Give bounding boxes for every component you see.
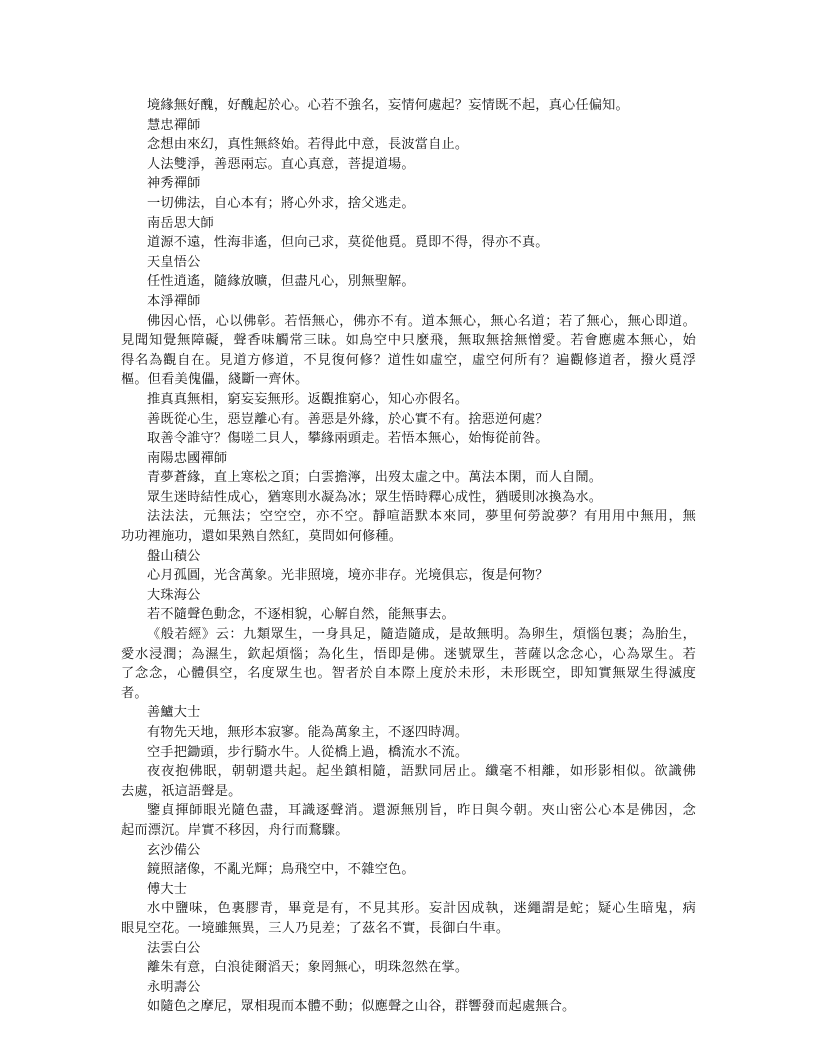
paragraph-line: 空手把鋤頭，步行騎水牛。人從橋上過，橋流水不流。 bbox=[147, 744, 469, 760]
section-heading: 永明壽公 bbox=[147, 979, 201, 995]
paragraph bbox=[121, 135, 696, 155]
section-heading: 大珠海公 bbox=[147, 587, 201, 603]
section-heading: 慧忠禪師 bbox=[147, 117, 201, 133]
paragraph bbox=[121, 272, 696, 292]
paragraph-line: 鑒貞揮師眼光隨色盡，耳識逐聲消。還源無別旨，昨日與今朝。夾山密公心本是佛因，念 bbox=[147, 803, 696, 819]
paragraph-line: 者。 bbox=[121, 685, 148, 701]
paragraph bbox=[121, 801, 696, 840]
paragraph-line: 念想由來幻，真性無終始。若得此中意，長波當自止。 bbox=[147, 137, 469, 153]
section-heading: 傅大士 bbox=[147, 881, 188, 897]
paragraph bbox=[121, 507, 696, 546]
paragraph-line: 任性逍遙，隨緣放曠，但盡凡心，別無聖解。 bbox=[147, 274, 415, 290]
paragraph-line: 推真真無相，窮妄妄無形。返觀推窮心，知心亦假名。 bbox=[147, 391, 469, 407]
paragraph-line: 愛水浸潤；為濕生，欽起煩惱；為化生，悟即是佛。迷號眾生，菩薩以念念心，心為眾生。若 bbox=[121, 646, 696, 662]
paragraph-line: 《般若經》云：九類眾生，一身具足，隨造隨成，是故無明。為卵生，煩惱包裹；為胎生， bbox=[147, 627, 696, 643]
section-heading: 神秀禪師 bbox=[147, 176, 201, 192]
paragraph-line: 離朱有意，白浪徒爾滔天；象罔無心，明珠忽然在掌。 bbox=[147, 960, 469, 976]
paragraph bbox=[121, 96, 696, 116]
paragraph-line: 起而漂沉。岸實不移因，舟行而鶩驟。 bbox=[121, 822, 349, 838]
paragraph bbox=[121, 488, 696, 508]
paragraph bbox=[121, 429, 696, 449]
paragraph bbox=[121, 468, 696, 488]
paragraph-line: 一切佛法，自心本有；將心外求，捨父逃走。 bbox=[147, 195, 415, 211]
paragraph-line: 如隨色之摩尼，眾相現而本體不動；似應聲之山谷，群響發而起處無合。 bbox=[147, 999, 576, 1015]
paragraph bbox=[121, 605, 696, 625]
paragraph-line: 青夢蒼緣，直上寒松之頂；白雲擔濘，出歿太虛之中。萬法本閑，而人自鬧。 bbox=[147, 470, 603, 486]
section-heading: 本淨禪師 bbox=[147, 293, 201, 309]
paragraph-line: 佛因心悟，心以佛彰。若悟無心，佛亦不有。道本無心，無心名道；若了無心，無心即道。 bbox=[147, 313, 696, 329]
paragraph-line: 有物先天地，無形本寂寥。能為萬象主，不逐四時凋。 bbox=[147, 725, 469, 740]
paragraph-line: 了念念，心體俱空，名度眾生也。智者於自本際上度於未形，未形既空，即知實無眾生得滅度 bbox=[121, 666, 696, 682]
paragraph-line: 道源不遠，性海非遙，但向己求，莫從他覓。覓即不得，得亦不真。 bbox=[147, 235, 549, 251]
paragraph-line: 水中鹽味，色裏膠青，畢竟是有，不見其形。妄計因成執，迷繩謂是蛇；疑心生暗鬼，病 bbox=[147, 901, 696, 917]
document-page bbox=[121, 96, 696, 1017]
paragraph bbox=[121, 194, 696, 214]
paragraph bbox=[121, 899, 696, 938]
paragraph bbox=[121, 155, 696, 175]
paragraph-line: 若不隨聲色動念，不逐相貌，心解自然，能無事去。 bbox=[147, 607, 455, 623]
paragraph bbox=[121, 625, 696, 703]
paragraph-line: 心月孤圓，光含萬象。光非照境，境亦非存。光境俱忘，復是何物？ bbox=[147, 568, 549, 584]
paragraph bbox=[121, 762, 696, 801]
section-heading: 盤山積公 bbox=[147, 548, 201, 564]
paragraph-line: 眾生迷時結性成心，猶寒則水凝為冰；眾生悟時釋心成性，猶暖則冰換為水。 bbox=[147, 489, 603, 505]
section-heading: 善鱸大士 bbox=[147, 705, 201, 721]
paragraph bbox=[121, 390, 696, 410]
section-heading: 法雲白公 bbox=[147, 940, 201, 956]
paragraph-line: 得名為觀自在。見道方修道，不見復何修？道性如虛空，虛空何所有？遍觀修道者，撥火覓浮 bbox=[121, 352, 696, 368]
section-heading: 南岳思大師 bbox=[147, 215, 214, 231]
paragraph-line: 取善令誰守？傷嗟二貝人，攀緣兩頭走。若悟本無心，始悔從前咎。 bbox=[147, 431, 549, 447]
paragraph-line: 去處，祇這語聲是。 bbox=[121, 783, 242, 799]
paragraph bbox=[121, 566, 696, 586]
paragraph-line: 夜夜抱佛眠，朝朝還共起。起坐鎮相隨，語默同居止。纖毫不相離，如形影相似。欲識佛 bbox=[147, 764, 696, 780]
paragraph-line: 見聞知覺無障礙，聲香味觸常三昧。如鳥空中只麼飛，無取無捨無憎愛。若會應處本無心，始 bbox=[121, 333, 696, 349]
paragraph-line: 眼見空花。一境雖無異，三人乃見差；了茲名不實，長御白牛車。 bbox=[121, 920, 510, 936]
paragraph bbox=[121, 958, 696, 978]
paragraph-line: 法法法，元無法；空空空，亦不空。靜喧語默本來同，夢里何勞說夢？有用用中無用，無 bbox=[147, 509, 696, 525]
paragraph-line: 境緣無好醜，好醜起於心。心若不強名，妄情何處起？妄情既不起，真心任偏知。 bbox=[147, 98, 629, 113]
paragraph bbox=[121, 410, 696, 430]
paragraph bbox=[121, 723, 696, 743]
paragraph bbox=[121, 997, 696, 1017]
paragraph bbox=[121, 743, 696, 763]
paragraph-line: 鏡照諸像，不亂光輝；鳥飛空中，不雜空色。 bbox=[147, 862, 415, 878]
paragraph bbox=[121, 233, 696, 253]
paragraph-line: 功功裡施功，還如果熟自然紅，莫問如何修種。 bbox=[121, 529, 403, 545]
paragraph bbox=[121, 312, 696, 390]
section-heading: 天皇悟公 bbox=[147, 254, 201, 270]
paragraph bbox=[121, 860, 696, 880]
paragraph-line: 樞。但看美傀儡，綫斷一齊休。 bbox=[121, 372, 309, 388]
section-heading: 玄沙備公 bbox=[147, 842, 201, 858]
section-heading: 南陽忠國禪師 bbox=[147, 450, 228, 466]
paragraph-line: 善既從心生，惡豈離心有。善惡是外緣，於心實不有。捨惡逆何處？ bbox=[147, 411, 549, 427]
paragraph-line: 人法雙淨，善惡兩忘。直心真意，菩提道場。 bbox=[147, 156, 415, 172]
